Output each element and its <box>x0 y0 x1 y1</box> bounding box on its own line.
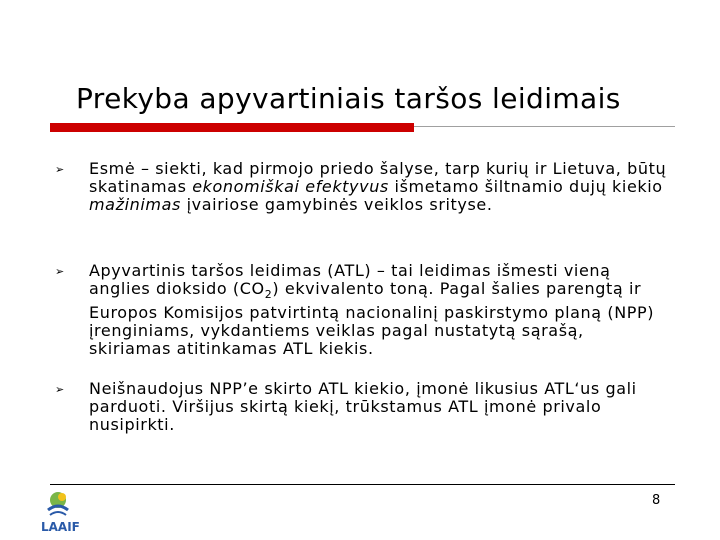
bullet-item-3 <box>55 380 670 434</box>
bullet-2-text-b: ) ekvivalento toną. Pagal šalies parengtą ir Europos Komisijos patvirtintą nacionalinį paskirstymo planą (NPP) įrenginiams, vykdantiems veiklas pagal nustatytą sąrašą, skiriamas atitinkamas ATL kiekis. <box>89 279 655 359</box>
slide-title: Prekyba apyvartiniais taršos leidimais <box>76 82 621 115</box>
laaif-logo <box>38 488 78 538</box>
bullet-1-text-b: išmetamo šiltnamio dujų kiekio <box>388 177 663 196</box>
footer-divider <box>50 484 675 485</box>
bullet-text-2 <box>89 262 670 358</box>
bullet-1-text-a: Esmė – siekti, kad pirmojo priedo šalyse, tarp kurių ir Lietuva, būtų skatinamas <box>89 159 667 196</box>
bullet-1-emphasis-a: ekonomiškai efektyvus <box>192 177 389 196</box>
title-accent-bar <box>50 123 414 132</box>
logo-emblem-icon <box>38 488 78 520</box>
bullet-2-text-a: Apyvartinis taršos leidimas (ATL) – tai leidimas išmesti vieną anglies dioksido (CO <box>89 261 611 298</box>
bullet-arrow-icon: ➢ <box>55 265 65 278</box>
logo-text: LAAIF <box>41 520 80 534</box>
co2-subscript: 2 <box>264 288 273 302</box>
bullet-1-text-c: įvairiose gamybinės veiklos srityse. <box>180 195 493 214</box>
bullet-arrow-icon: ➢ <box>55 383 65 396</box>
bullet-item-1 <box>55 160 670 214</box>
page-number: 8 <box>652 493 661 508</box>
bullet-arrow-icon: ➢ <box>55 163 65 176</box>
bullet-1-emphasis-b: mažinimas <box>89 195 181 214</box>
bullet-item-2 <box>55 262 670 358</box>
bullet-text-1 <box>89 160 670 214</box>
bullet-text-3: Neišnaudojus NPP’e skirto ATL kiekio, įmonė likusius ATL‘us gali parduoti. Viršijus skirtą kiekį, trūkstamus ATL įmonė privalo nusipirkti. <box>89 379 637 434</box>
